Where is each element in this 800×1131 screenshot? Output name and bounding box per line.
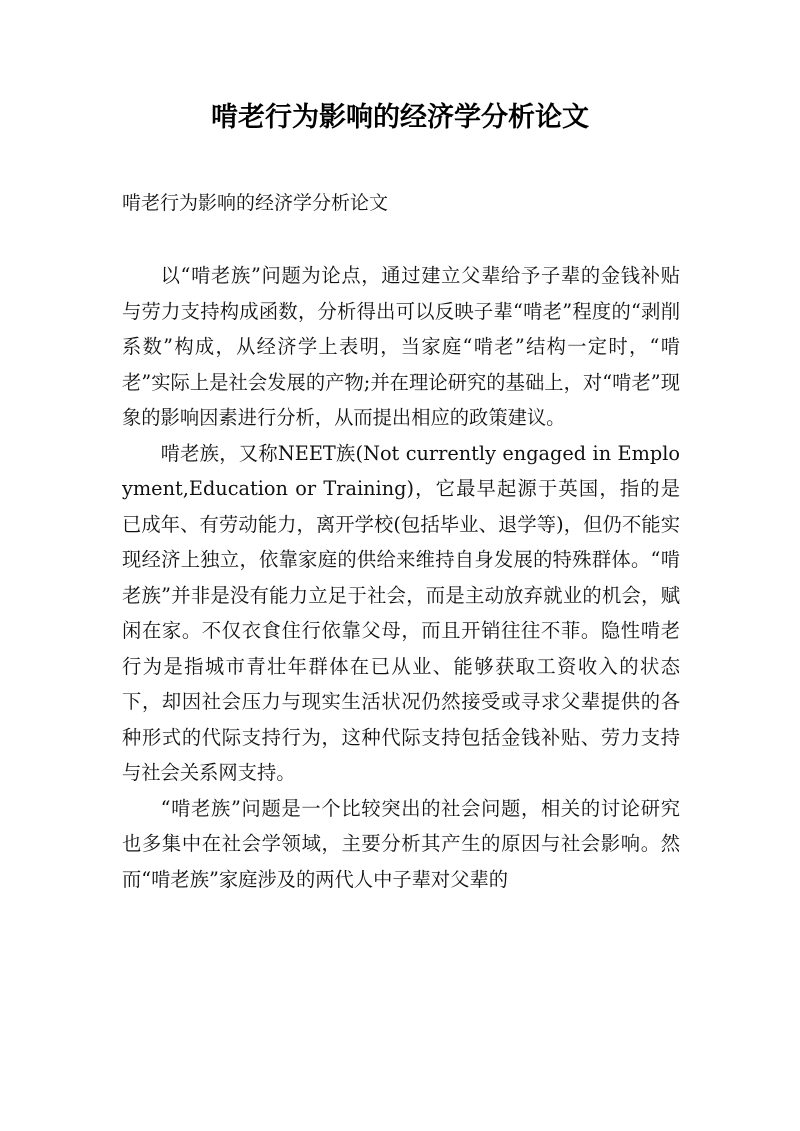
document-body <box>122 258 680 897</box>
paragraph-research: “啃老族”问题是一个比较突出的社会问题，相关的讨论研究也多集中在社会学领域，主要分析其产生的原因与社会影响。然而“啃老族”家庭涉及的两代人中子辈对父辈的 <box>122 796 680 891</box>
paragraph-abstract: 以“啃老族”问题为论点，通过建立父辈给予子辈的金钱补贴与劳力支持构成函数，分析得出可以反映子辈“啃老”程度的“剥削系数”构成，从经济学上表明，当家庭“啃老”结构一定时，“啃老”实际上是社会发展的产物;并在理论研究的基础上，对“啃老”现象的影响因素进行分析，从而提出相应的政策建议。 <box>122 264 680 429</box>
paragraph-definition: 啃老族，又称NEET族(Not currently engaged in Employment,Education or Training)，它最早起源于英国，指的是已成年、有劳动能力，离开学校(包括毕业、退学等)，但仍不能实现经济上独立，依靠家庭的供给来维持自身发展的特殊群体。“啃老族”并非是没有能力立足于社会，而是主动放弃就业的机会，赋闲在家。不仅衣食住行依靠父母，而且开销往往不菲。隐性啃老行为是指城市青壮年群体在已从业、能够获取工资收入的状态下，却因社会压力与现实生活状况仍然接受或寻求父辈提供的各种形式的代际支持行为，这种代际支持包括金钱补贴、劳力支持与社会关系网支持。 <box>122 441 680 784</box>
document-title: 啃老行为影响的经济学分析论文 <box>211 102 589 133</box>
document-subtitle: 啃老行为影响的经济学分析论文 <box>122 192 389 214</box>
